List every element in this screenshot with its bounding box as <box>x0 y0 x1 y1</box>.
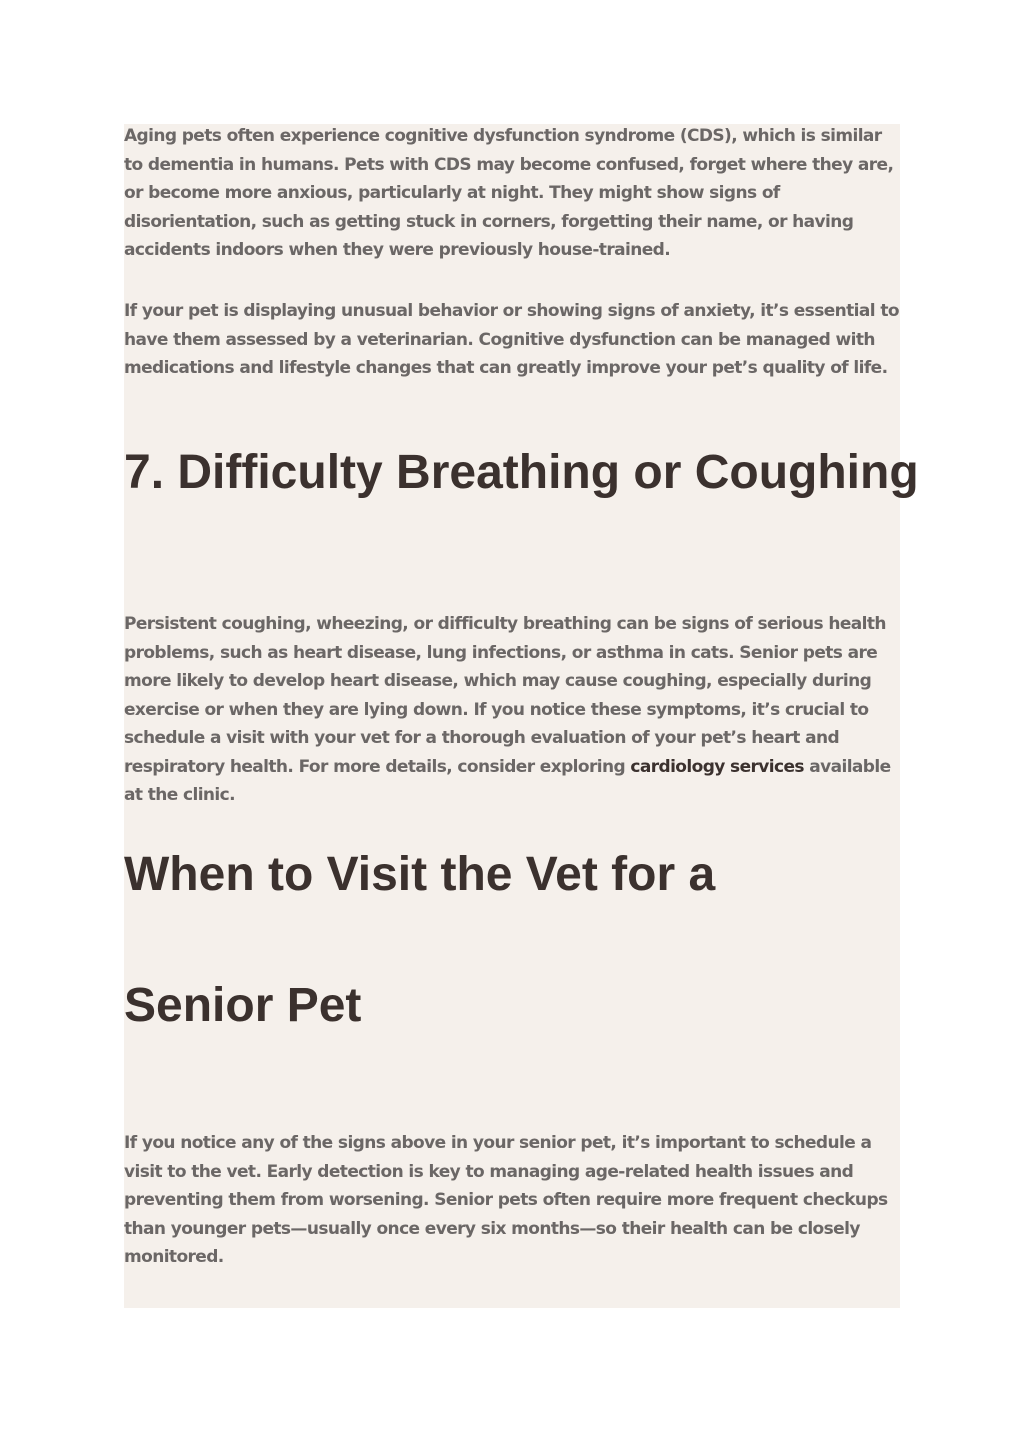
heading-difficulty-breathing: 7. Difficulty Breathing or Coughing <box>124 446 919 499</box>
paragraph-when-to-visit: If you notice any of the signs above in your senior pet, it’s important to schedule a visit to the vet. Early detection is key to managing age-related health issues and preventing them from worsening. Senior pets often require more frequent checkups than younger pets—usually once every six months—so their health can be closely monitored. <box>124 1133 888 1267</box>
paragraph-anxiety-assessment: If your pet is displaying unusual behavior or showing signs of anxiety, it’s essential to have them assessed by a veterinarian. Cognitive dysfunction can be managed with medications and lifestyle changes that can greatly improve your pet’s quality of life. <box>124 301 899 378</box>
article-content-block <box>124 124 919 1308</box>
paragraph-cognitive-dysfunction: Aging pets often experience cognitive dysfunction syndrome (CDS), which is similar to dementia in humans. Pets with CDS may become confused, forget where they are, or become more anxious, particularly at night. They might show signs of disorientation, such as getting stuck in corners, forgetting their name, or having accidents indoors when they were previously house-trained. <box>124 126 894 260</box>
paragraph-breathing-coughing <box>124 610 900 810</box>
paragraph-breathing-text: Persistent coughing, wheezing, or difficulty breathing can be signs of serious health problems, such as heart disease, lung infections, or asthma in cats. Senior pets are more likely to develop heart disease, which may cause coughing, especially during exercise or when they are lying down. If you notice these symptoms, it’s crucial to schedule a visit with your vet for a thorough evaluation of your pet’s heart and respiratory health. For more details, consider exploring <box>124 614 886 777</box>
cardiology-services-link[interactable]: cardiology services <box>630 756 804 777</box>
paragraph-breathing-tail: available at the clinic. <box>124 756 891 805</box>
heading-when-to-visit-line2: Senior Pet <box>124 979 362 1032</box>
heading-when-to-visit-line1: When to Visit the Vet for a <box>124 848 716 901</box>
